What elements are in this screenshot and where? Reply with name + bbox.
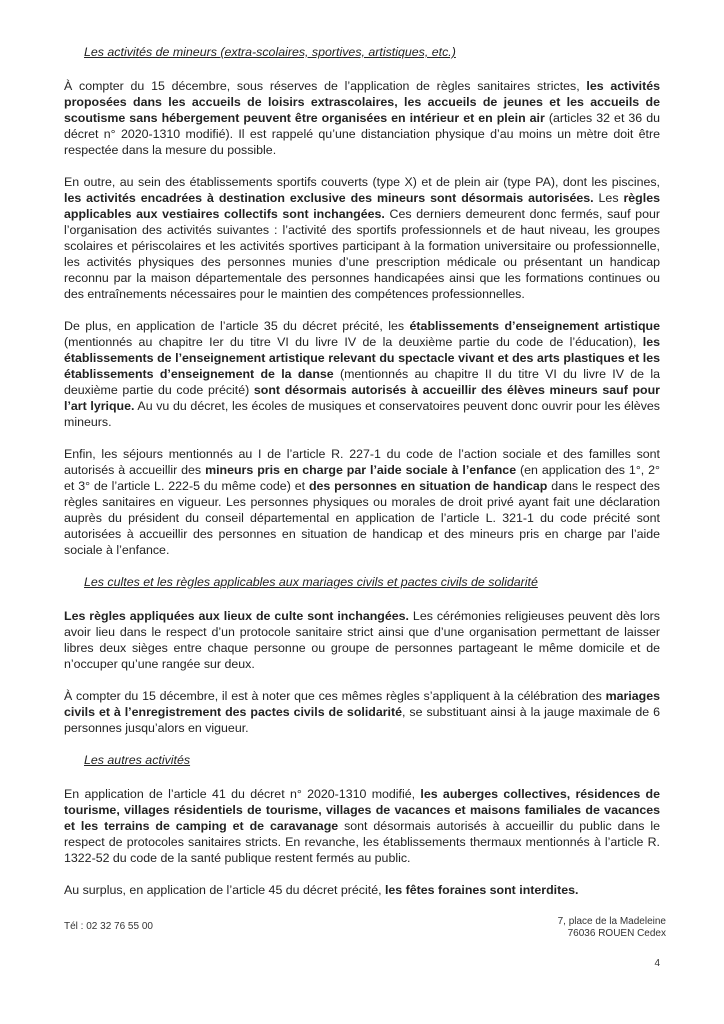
paragraph bbox=[64, 688, 660, 736]
text-run: À compter du 15 décembre, il est à noter que ces mêmes règles s’appliquent à la célébration des bbox=[64, 689, 606, 703]
section-heading: Les activités de mineurs (extra-scolaires, sportives, artistiques, etc.) bbox=[84, 45, 456, 59]
bold-text: les fêtes foraines sont interdites. bbox=[384, 883, 579, 897]
paragraph bbox=[64, 446, 660, 558]
footer-phone: Tél : 02 32 76 55 00 bbox=[64, 921, 153, 932]
bold-text: les auberges collectives, résidences de tourisme, villages résidentiels de tourisme, villages de vacances et maisons familiales de vacances et les terrains de camping et de caravanage bbox=[64, 787, 660, 833]
text-run: À compter du 15 décembre, sous réserves de l’application de règles sanitaires strictes, bbox=[64, 79, 587, 93]
document-body bbox=[64, 44, 660, 914]
text-run: De plus, en application de l’article 35 du décret précité, les bbox=[64, 319, 410, 333]
footer-address bbox=[558, 916, 666, 940]
text-run: (mentionnés au chapitre Ier du titre VI du livre IV de la deuxième partie du code de l’éducation), bbox=[64, 335, 643, 349]
paragraph bbox=[64, 78, 660, 158]
text-run: , se substituant ainsi à la jauge maximale de 6 personnes jusqu’alors en vigueur. bbox=[64, 705, 661, 735]
text-run: Ces derniers demeurent donc fermés, sauf pour l’organisation des activités suivantes : l’activité des sportifs professionnels et de haut niveau, les groupes scolaires et périscolaires et les activités sportives participant à la formation universitaire ou professionnelle, les activités physiques des personnes munies d’une prescription médicale ou présentant un handicap reconnu par la maison départementale des personnes handicapées ainsi que les formations continues ou des entraînements nécessaires pour le maintien des compétences professionnelles. bbox=[64, 207, 660, 301]
bold-text: mineurs pris en charge par l’aide sociale à l’enfance bbox=[205, 463, 517, 477]
bold-text: établissements d’enseignement artistique bbox=[409, 319, 661, 333]
page-number: 4 bbox=[654, 958, 660, 969]
bold-text: Les règles appliquées aux lieux de culte sont inchangées. bbox=[64, 609, 409, 623]
text-run: En outre, au sein des établissements sportifs couverts (type X) et de plein air (type PA), dont les piscines, bbox=[64, 175, 660, 189]
bold-text: les activités encadrées à destination exclusive des mineurs sont désormais autorisées. bbox=[64, 191, 594, 205]
text-run: (articles 32 et 36 du décret n° 2020-1310 modifié). Il est rappelé qu’une distanciation physique d’au moins un mètre doit être respectée dans la mesure du possible. bbox=[64, 111, 660, 157]
text-run: (en application des 1°, 2° et 3° de l’article L. 222-5 du même code) et bbox=[64, 463, 660, 493]
section-heading: Les cultes et les règles applicables aux mariages civils et pactes civils de solidarité bbox=[84, 575, 538, 589]
text-run: Enfin, les séjours mentionnés au I de l’article R. 227-1 du code de l’action sociale et des familles sont autorisés à accueillir des bbox=[64, 447, 660, 477]
text-run: Les bbox=[593, 191, 624, 205]
text-run: En application de l’article 41 du décret n° 2020-1310 modifié, bbox=[64, 787, 421, 801]
text-run: dans le respect des règles sanitaires en vigueur. Les personnes physiques ou morales de droit privé ayant fait une déclaration auprès du président du conseil départemental en application de l’article L. 321-1 du code précité sont autorisées à accueillir des personnes en situation de handicap et des mineurs pris en charge par l’aide sociale à l’enfance. bbox=[64, 479, 660, 557]
paragraph bbox=[64, 318, 660, 430]
paragraph bbox=[64, 174, 660, 302]
text-run: Les cérémonies religieuses peuvent dès lors avoir lieu dans le respect d’un protocole sanitaire strict ainsi que d’une organisation permettant de laisser libres deux sièges entre chaque personne ou groupe de personnes partageant le même domicile et de n’occuper qu’une rangée sur deux. bbox=[64, 609, 660, 671]
text-run: Au vu du décret, les écoles de musiques et conservatoires peuvent donc ouvrir pour les élèves mineurs. bbox=[64, 399, 660, 429]
bold-text: règles applicables aux vestiaires collectifs sont inchangées. bbox=[64, 191, 660, 221]
section-heading: Les autres activités bbox=[84, 753, 191, 767]
paragraph bbox=[64, 608, 660, 672]
bold-text: les établissements de l’enseignement artistique relevant du spectacle vivant et des arts plastiques et les établissements d’enseignement de la danse bbox=[64, 335, 660, 381]
bold-text: les activités proposées dans les accueils de loisirs extrascolaires, les accueils de jeunes et les accueils de scoutisme sans hébergement peuvent être organisées en intérieur et en plein air bbox=[64, 79, 660, 125]
bold-text: mariages civils et à l’enregistrement des pactes civils de solidarité bbox=[64, 689, 660, 719]
bold-text: sont désormais autorisés à accueillir des élèves mineurs sauf pour l’art lyrique. bbox=[64, 383, 660, 413]
text-run: sont désormais autorisés à accueillir du public dans le respect de protocoles sanitaires stricts. En revanche, les établissements thermaux mentionnés à l’article R. 1322-52 du code de la santé publique restent fermés au public. bbox=[64, 819, 660, 865]
bold-text: des personnes en situation de handicap bbox=[308, 479, 548, 493]
text-run: (mentionnés au chapitre II du titre VI du livre IV de la deuxième partie du code précité) bbox=[64, 367, 660, 397]
footer-address-line2: 76036 ROUEN Cedex bbox=[567, 928, 666, 939]
text-run: Au surplus, en application de l’article 45 du décret précité, bbox=[64, 883, 385, 897]
paragraph bbox=[64, 882, 660, 898]
footer-address-line1: 7, place de la Madeleine bbox=[557, 916, 666, 927]
paragraph bbox=[64, 786, 660, 866]
